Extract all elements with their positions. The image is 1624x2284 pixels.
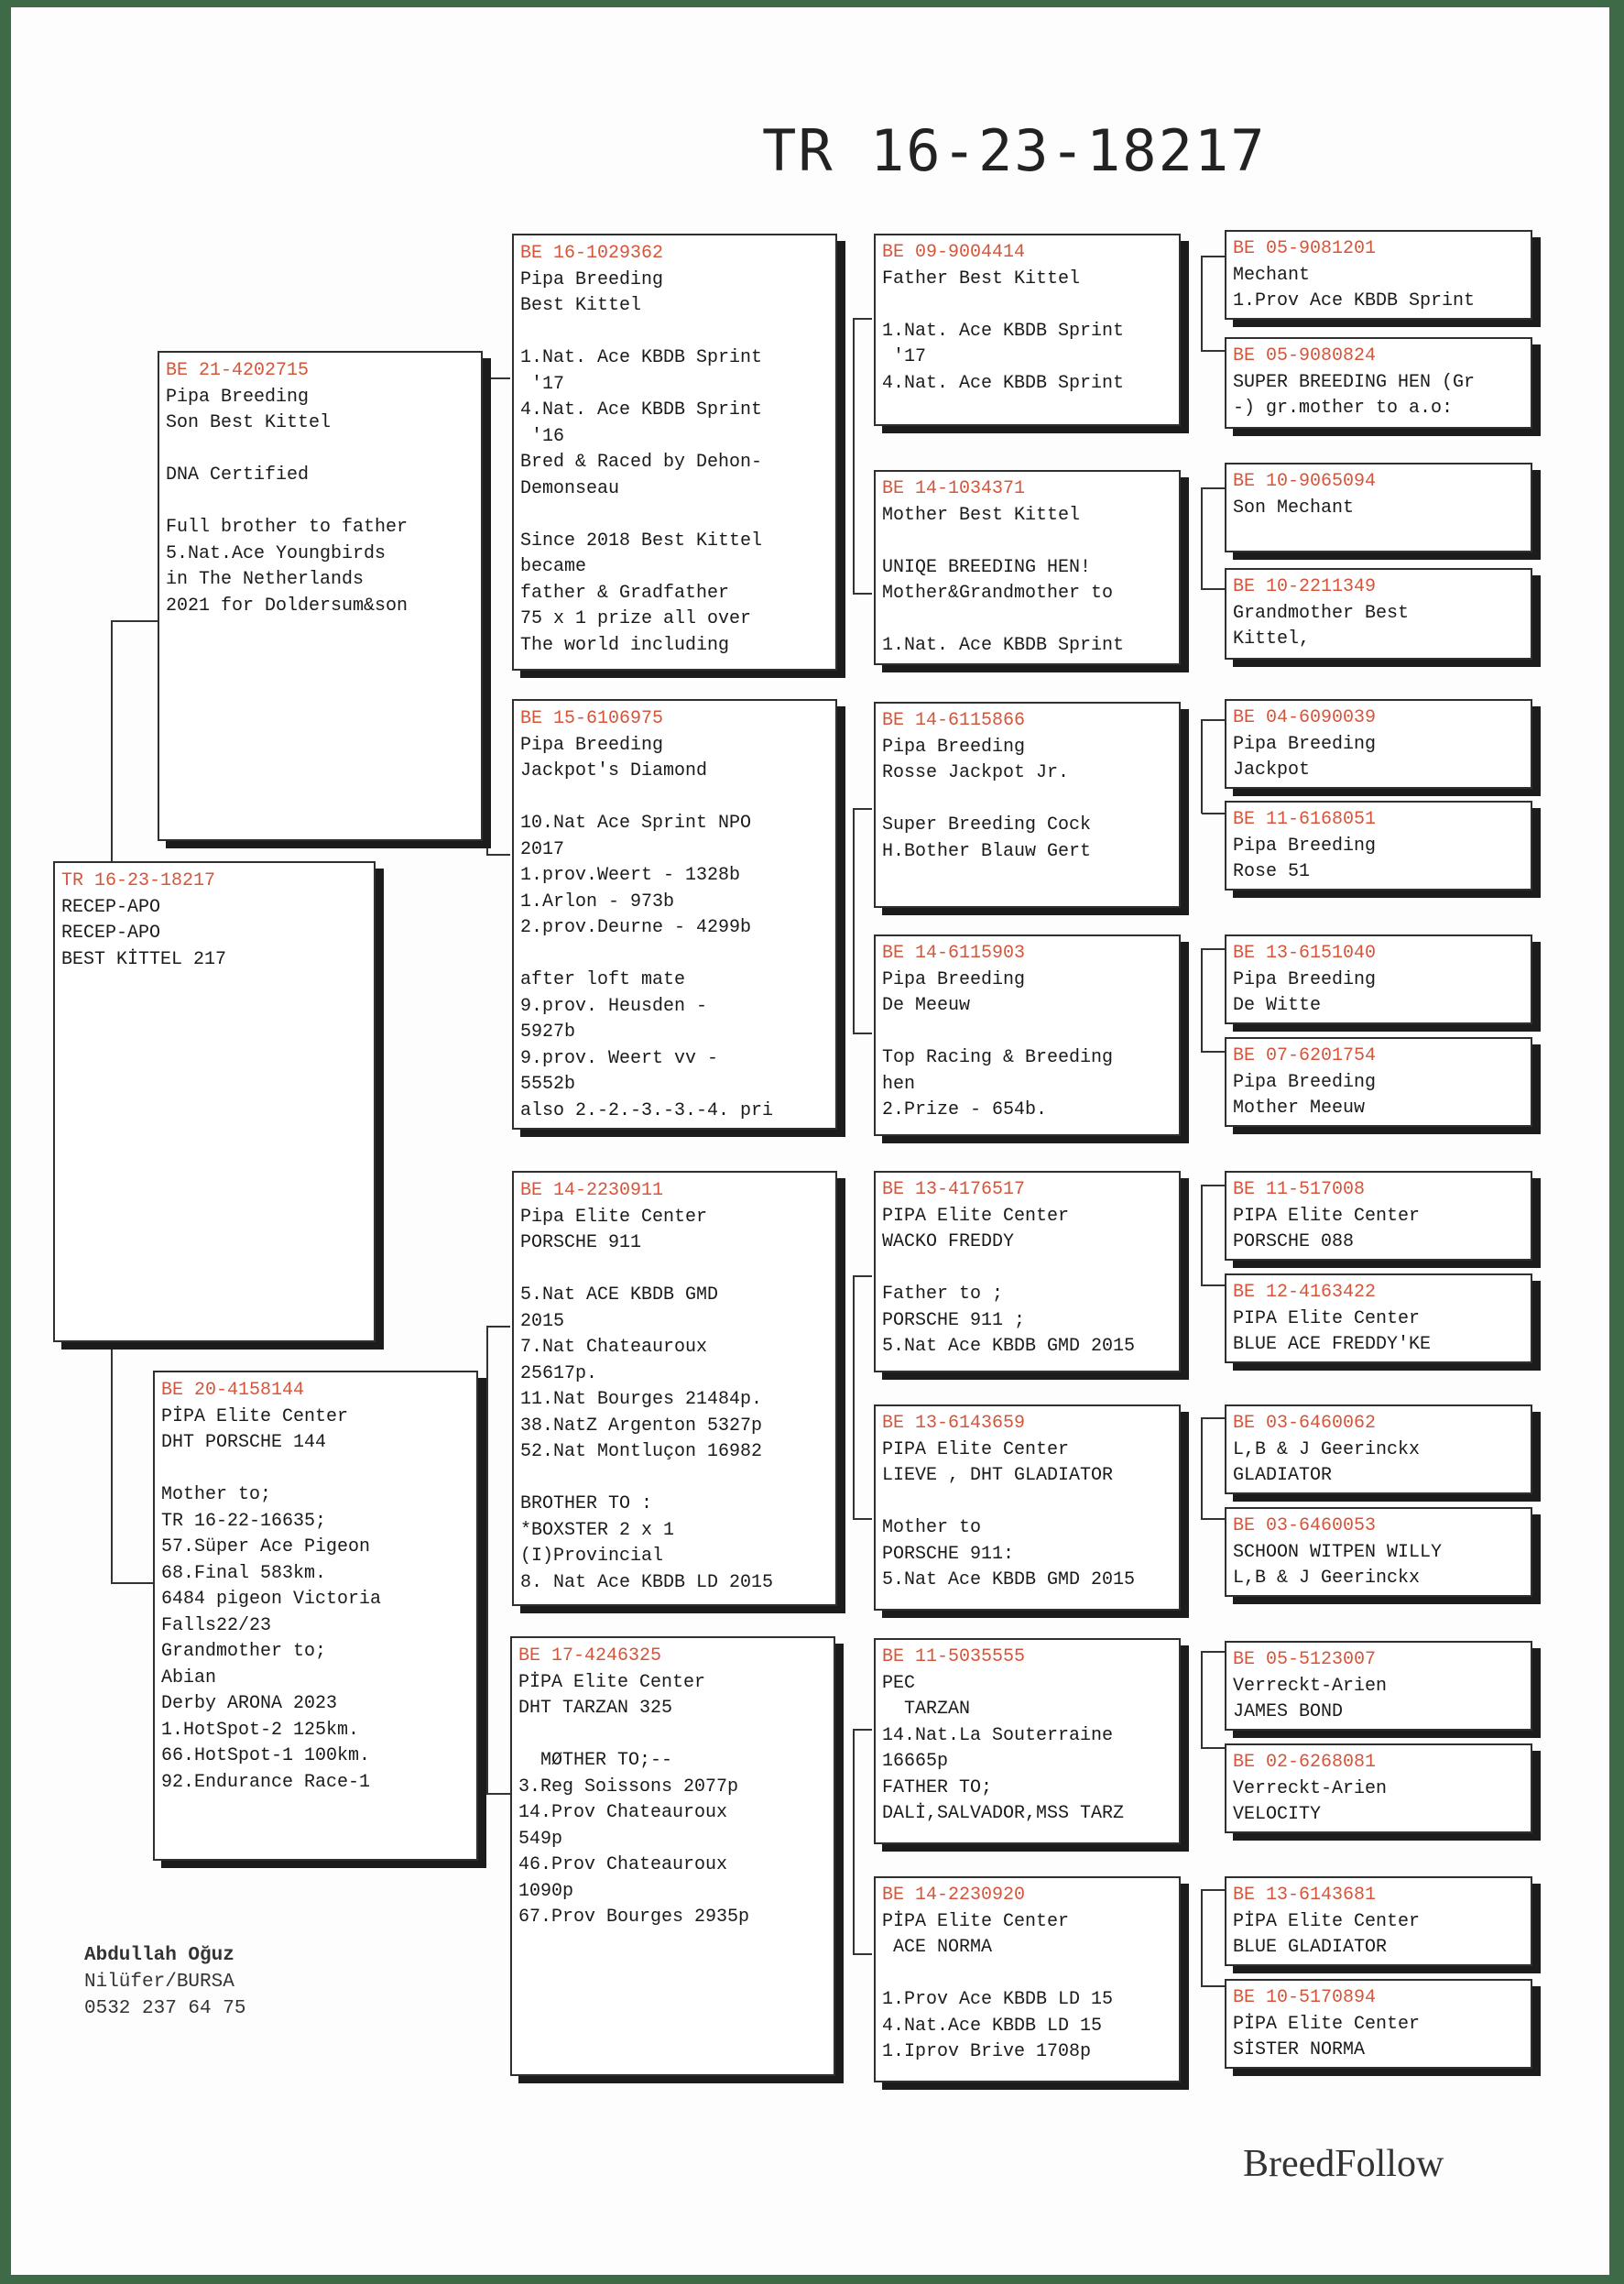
father-line: Son Best Kittel: [166, 412, 332, 433]
card-line: 4.Nat. Ace KBDB Sprint: [520, 399, 763, 421]
card-line: father & Gradfather: [520, 582, 730, 604]
ring-number: BE 14-2230911: [520, 1180, 664, 1201]
card-line: H.Bother Blauw Gert: [882, 840, 1092, 862]
page-title: TR 16-23-18217: [762, 117, 1267, 184]
card-line: BROTHER TO :: [520, 1493, 653, 1514]
card-line: Grandmother Best: [1233, 602, 1410, 624]
great-grandparent-card: [874, 470, 1181, 665]
card-line: Pipa Breeding: [520, 268, 664, 290]
ring-number: BE 05-9080824: [1233, 345, 1377, 366]
card-line: 549p: [518, 1828, 563, 1850]
card-line: 2017: [520, 838, 565, 860]
card-line: [520, 785, 829, 812]
card-line: 5552b: [520, 1074, 576, 1095]
great-grandparent-card: [874, 1171, 1181, 1372]
g3-ancestor-card: [1225, 934, 1532, 1024]
ring-number: BE 13-6143681: [1233, 1885, 1377, 1906]
card-line: -) gr.mother to a.o:: [1233, 398, 1454, 419]
card-line: De Witte: [1233, 995, 1322, 1016]
father-line: Pipa Breeding: [166, 386, 310, 408]
card-line: 11.Nat Bourges 21484p.: [520, 1389, 763, 1410]
card-line: Father Best Kittel: [882, 268, 1081, 290]
ring-number: BE 10-5170894: [1233, 1987, 1377, 2008]
father-card: [158, 351, 483, 841]
card-line: Verreckt-Arien: [1233, 1777, 1388, 1799]
card-line: BLUE ACE FREDDY'KE: [1233, 1334, 1432, 1355]
card-line: Rosse Jackpot Jr.: [882, 762, 1070, 783]
card-line: FATHER TO;: [882, 1776, 993, 1798]
card-line: WACKO FREDDY: [882, 1231, 1015, 1252]
card-line: after loft mate: [520, 969, 686, 990]
card-line: 38.NatZ Argenton 5327p: [520, 1415, 763, 1437]
g3-ancestor-card: [1225, 1979, 1532, 2069]
subject-line: RECEP-APO: [61, 923, 161, 944]
card-line: 2015: [520, 1310, 565, 1332]
mother-line: Derby ARONA 2023: [161, 1693, 338, 1714]
card-line: Pipa Breeding: [1233, 968, 1377, 990]
great-grandparent-card: [874, 1404, 1181, 1611]
ring-number: BE 14-6115866: [882, 710, 1026, 731]
ring-number: TR 16-23-18217: [61, 870, 216, 891]
card-line: 46.Prov Chateauroux: [518, 1854, 728, 1875]
card-line: 5.Nat Ace KBDB GMD 2015: [882, 1569, 1136, 1590]
card-line: [882, 529, 1172, 555]
card-line: TARZAN: [882, 1699, 971, 1720]
father-line: 2021 for Doldersum&son: [166, 595, 409, 617]
card-line: (I)Provincial: [520, 1546, 664, 1567]
card-line: 1090p: [518, 1880, 574, 1902]
card-line: 75 x 1 prize all over: [520, 608, 752, 629]
ring-number: BE 03-6460053: [1233, 1515, 1377, 1536]
card-line: DALİ,SALVADOR,MSS TARZ: [882, 1803, 1125, 1824]
owner-name: Abdullah Oğuz: [84, 1945, 234, 1966]
card-line: 8. Nat Ace KBDB LD 2015: [520, 1571, 774, 1593]
mother-line: Mother to;: [161, 1484, 272, 1505]
card-line: Pipa Breeding: [882, 968, 1026, 990]
card-line: 1.Prov Ace KBDB LD 15: [882, 1989, 1114, 2010]
card-line: [520, 1466, 829, 1492]
card-line: Pipa Breeding: [1233, 1071, 1377, 1093]
card-line: LIEVE , DHT GLADIATOR: [882, 1465, 1114, 1486]
great-grandparent-card: [874, 702, 1181, 908]
card-line: '17: [520, 373, 565, 395]
card-line: [882, 1490, 1172, 1516]
card-line: [882, 607, 1172, 634]
card-line: The world including: [520, 634, 730, 656]
subject-line: BEST KİTTEL 217: [61, 948, 227, 970]
card-line: PEC: [882, 1672, 916, 1694]
g3-ancestor-card: [1225, 337, 1532, 429]
card-line: PORSCHE 911 ;: [882, 1309, 1026, 1331]
card-line: 5.Nat ACE KBDB GMD: [520, 1284, 719, 1306]
card-line: Pipa Breeding: [520, 734, 664, 756]
father-line: Full brother to father: [166, 517, 409, 538]
card-line: Jackpot's Diamond: [520, 760, 708, 781]
card-line: PİPA Elite Center: [518, 1671, 706, 1693]
card-line: 16665p: [882, 1751, 949, 1772]
card-line: 67.Prov Bourges 2935p: [518, 1907, 750, 1928]
card-line: [518, 1722, 827, 1749]
ring-number: BE 13-6151040: [1233, 943, 1377, 964]
card-line: 1.Nat. Ace KBDB Sprint: [882, 320, 1125, 342]
ring-number: BE 14-6115903: [882, 943, 1026, 964]
card-line: '17: [882, 346, 927, 367]
ring-number: BE 11-5035555: [882, 1646, 1026, 1667]
card-line: 9.prov. Weert vv -: [520, 1047, 719, 1069]
grandparent-card: [512, 1171, 837, 1606]
card-line: [520, 1257, 829, 1284]
great-grandparent-card: [874, 934, 1181, 1136]
g3-ancestor-card: [1225, 1876, 1532, 1966]
ring-number: BE 16-1029362: [520, 243, 664, 264]
ring-number: BE 21-4202715: [166, 360, 310, 381]
card-line: 1.Arlon - 973b: [520, 891, 675, 913]
g3-ancestor-card: [1225, 230, 1532, 320]
card-line: 7.Nat Chateauroux: [520, 1337, 708, 1358]
card-line: Jackpot: [1233, 760, 1311, 781]
mother-line: Falls22/23: [161, 1614, 272, 1636]
card-line: PIPA Elite Center: [882, 1438, 1070, 1460]
g3-ancestor-card: [1225, 1273, 1532, 1363]
mother-line: 68.Final 583km.: [161, 1562, 327, 1584]
card-line: Father to ;: [882, 1284, 1004, 1305]
brand-logo: BreedFollow: [1243, 2143, 1444, 2185]
mother-line: DHT PORSCHE 144: [161, 1432, 327, 1453]
card-line: [882, 1256, 1172, 1283]
card-line: Top Racing & Breeding: [882, 1047, 1114, 1068]
g3-ancestor-card: [1225, 568, 1532, 660]
card-line: 14.Prov Chateauroux: [518, 1802, 728, 1823]
card-line: SCHOON WITPEN WILLY: [1233, 1541, 1443, 1563]
mother-card: [153, 1371, 478, 1861]
card-line: Son Mechant: [1233, 497, 1355, 519]
card-line: [882, 1962, 1172, 1988]
card-line: 3.Reg Soissons 2077p: [518, 1776, 739, 1798]
ring-number: BE 03-6460062: [1233, 1413, 1377, 1434]
card-line: UNIQE BREEDING HEN!: [882, 556, 1092, 578]
g3-ancestor-card: [1225, 1743, 1532, 1833]
card-line: Pipa Breeding: [1233, 835, 1377, 857]
g3-ancestor-card: [1225, 699, 1532, 789]
ring-number: BE 10-2211349: [1233, 576, 1377, 597]
card-line: De Meeuw: [882, 995, 971, 1016]
card-line: Mechant: [1233, 264, 1311, 286]
ring-number: BE 15-6106975: [520, 708, 664, 729]
card-line: 5.Nat Ace KBDB GMD 2015: [882, 1336, 1136, 1357]
card-line: Bred & Raced by Dehon-: [520, 452, 763, 473]
g3-ancestor-card: [1225, 1641, 1532, 1731]
card-line: Mother Best Kittel: [882, 504, 1081, 526]
ring-number: BE 20-4158144: [161, 1380, 305, 1401]
mother-line: 66.HotSpot-1 100km.: [161, 1745, 371, 1766]
card-line: ACE NORMA: [882, 1937, 993, 1958]
card-line: 2.prov.Deurne - 4299b: [520, 917, 752, 938]
g3-ancestor-card: [1225, 1037, 1532, 1127]
g3-ancestor-card: [1225, 463, 1532, 552]
card-line: 5927b: [520, 1022, 576, 1043]
owner-city: Nilüfer/BURSA: [84, 1972, 234, 1993]
ring-number: BE 02-6268081: [1233, 1752, 1377, 1773]
card-line: PİPA Elite Center: [882, 1910, 1070, 1932]
mother-line: 57.Süper Ace Pigeon: [161, 1536, 371, 1557]
card-line: SUPER BREEDING HEN (Gr: [1233, 371, 1476, 393]
card-line: 14.Nat.La Souterraine: [882, 1724, 1114, 1746]
card-line: became: [520, 556, 587, 577]
great-grandparent-card: [874, 1638, 1181, 1844]
card-line: 4.Nat. Ace KBDB Sprint: [882, 372, 1125, 394]
father-line: DNA Certified: [166, 464, 310, 486]
card-line: [882, 292, 1172, 319]
card-line: 10.Nat Ace Sprint NPO: [520, 813, 752, 834]
ring-number: BE 04-6090039: [1233, 707, 1377, 728]
grandparent-card: [512, 699, 837, 1130]
mother-line: 6484 pigeon Victoria: [161, 1589, 382, 1610]
g3-ancestor-card: [1225, 1171, 1532, 1261]
card-line: Pipa Breeding: [1233, 733, 1377, 755]
ring-number: BE 05-5123007: [1233, 1649, 1377, 1670]
card-line: 25617p.: [520, 1362, 598, 1384]
mother-line: 1.HotSpot-2 125km.: [161, 1719, 360, 1741]
ring-number: BE 13-4176517: [882, 1179, 1026, 1200]
card-line: 1.Nat. Ace KBDB Sprint: [520, 347, 763, 368]
card-line: Since 2018 Best Kittel: [520, 530, 763, 552]
card-line: [520, 942, 829, 968]
father-line: in The Netherlands: [166, 569, 365, 590]
mother-line: Grandmother to;: [161, 1641, 327, 1662]
ring-number: BE 12-4163422: [1233, 1282, 1377, 1303]
ring-number: BE 10-9065094: [1233, 471, 1377, 492]
subject-pigeon-card: [53, 861, 376, 1342]
father-line: [166, 437, 474, 464]
g3-ancestor-card: [1225, 1404, 1532, 1494]
mother-line: Abian: [161, 1667, 217, 1688]
card-line: Super Breeding Cock: [882, 814, 1092, 836]
card-line: Verreckt-Arien: [1233, 1675, 1388, 1697]
card-line: 2.Prize - 654b.: [882, 1099, 1048, 1120]
ring-number: BE 05-9081201: [1233, 238, 1377, 259]
mother-line: TR 16-22-16635;: [161, 1510, 327, 1532]
card-line: *BOXSTER 2 x 1: [520, 1519, 675, 1541]
card-line: Mother&Grandmother to: [882, 583, 1114, 604]
card-line: PORSCHE 911:: [882, 1543, 1015, 1565]
mother-line: PİPA Elite Center: [161, 1405, 349, 1427]
card-line: PORSCHE 911: [520, 1232, 642, 1253]
g3-ancestor-card: [1225, 801, 1532, 891]
pedigree-sheet: [11, 7, 1609, 2275]
card-line: Best Kittel: [520, 295, 642, 316]
card-line: hen: [882, 1073, 916, 1095]
ring-number: BE 11-6168051: [1233, 809, 1377, 830]
card-line: Demonseau: [520, 477, 620, 499]
subject-line: RECEP-APO: [61, 896, 161, 918]
ring-number: BE 07-6201754: [1233, 1045, 1377, 1066]
card-line: 1.prov.Weert - 1328b: [520, 865, 741, 886]
grandparent-card: [512, 234, 837, 671]
card-line: MØTHER TO;--: [518, 1750, 673, 1771]
card-line: SİSTER NORMA: [1233, 2039, 1366, 2060]
card-line: [520, 320, 829, 346]
card-line: PİPA Elite Center: [1233, 1910, 1421, 1932]
card-line: Mother to: [882, 1517, 982, 1538]
card-line: Pipa Elite Center: [520, 1206, 708, 1228]
card-line: Rose 51: [1233, 861, 1311, 882]
ring-number: BE 14-1034371: [882, 478, 1026, 499]
card-line: 1.Iprov Brive 1708p: [882, 2041, 1092, 2062]
ring-number: BE 17-4246325: [518, 1645, 662, 1667]
g3-ancestor-card: [1225, 1507, 1532, 1597]
owner-contact: [84, 1942, 245, 2022]
card-line: Mother Meeuw: [1233, 1098, 1366, 1119]
card-line: PORSCHE 088: [1233, 1231, 1355, 1252]
owner-phone: 0532 237 64 75: [84, 1998, 246, 2019]
card-line: also 2.-2.-3.-3.-4. pri: [520, 1099, 774, 1121]
mother-line: [161, 1457, 470, 1483]
card-line: PIPA Elite Center: [1233, 1205, 1421, 1227]
ring-number: BE 13-6143659: [882, 1413, 1026, 1434]
ring-number: BE 14-2230920: [882, 1885, 1026, 1906]
grandparent-card: [510, 1636, 835, 2076]
father-line: 5.Nat.Ace Youngbirds: [166, 542, 387, 564]
great-grandparent-card: [874, 1876, 1181, 2082]
card-line: 1.Nat. Ace KBDB Sprint: [882, 635, 1125, 656]
card-line: Pipa Breeding: [882, 736, 1026, 758]
card-line: [882, 1020, 1172, 1046]
card-line: 52.Nat Montluçon 16982: [520, 1441, 763, 1462]
card-line: PİPA Elite Center: [1233, 2013, 1421, 2035]
card-line: '16: [520, 425, 565, 447]
card-line: 9.prov. Heusden -: [520, 995, 708, 1017]
great-grandparent-card: [874, 234, 1181, 426]
ring-number: BE 09-9004414: [882, 242, 1026, 263]
card-line: 1.Prov Ace KBDB Sprint: [1233, 290, 1476, 311]
card-line: 4.Nat.Ace KBDB LD 15: [882, 2015, 1103, 2037]
card-line: PIPA Elite Center: [882, 1205, 1070, 1227]
card-line: GLADIATOR: [1233, 1465, 1333, 1486]
card-line: VELOCITY: [1233, 1804, 1322, 1825]
card-line: L,B & J Geerinckx: [1233, 1438, 1421, 1460]
father-line: [166, 489, 474, 516]
card-line: JAMES BOND: [1233, 1701, 1344, 1722]
card-line: [520, 502, 829, 529]
card-line: [882, 787, 1172, 814]
card-line: DHT TARZAN 325: [518, 1698, 673, 1719]
ring-number: BE 11-517008: [1233, 1179, 1366, 1200]
card-line: Kittel,: [1233, 628, 1311, 650]
card-line: L,B & J Geerinckx: [1233, 1568, 1421, 1589]
card-line: BLUE GLADIATOR: [1233, 1937, 1388, 1958]
card-line: PIPA Elite Center: [1233, 1307, 1421, 1329]
mother-line: 92.Endurance Race-1: [161, 1771, 371, 1793]
